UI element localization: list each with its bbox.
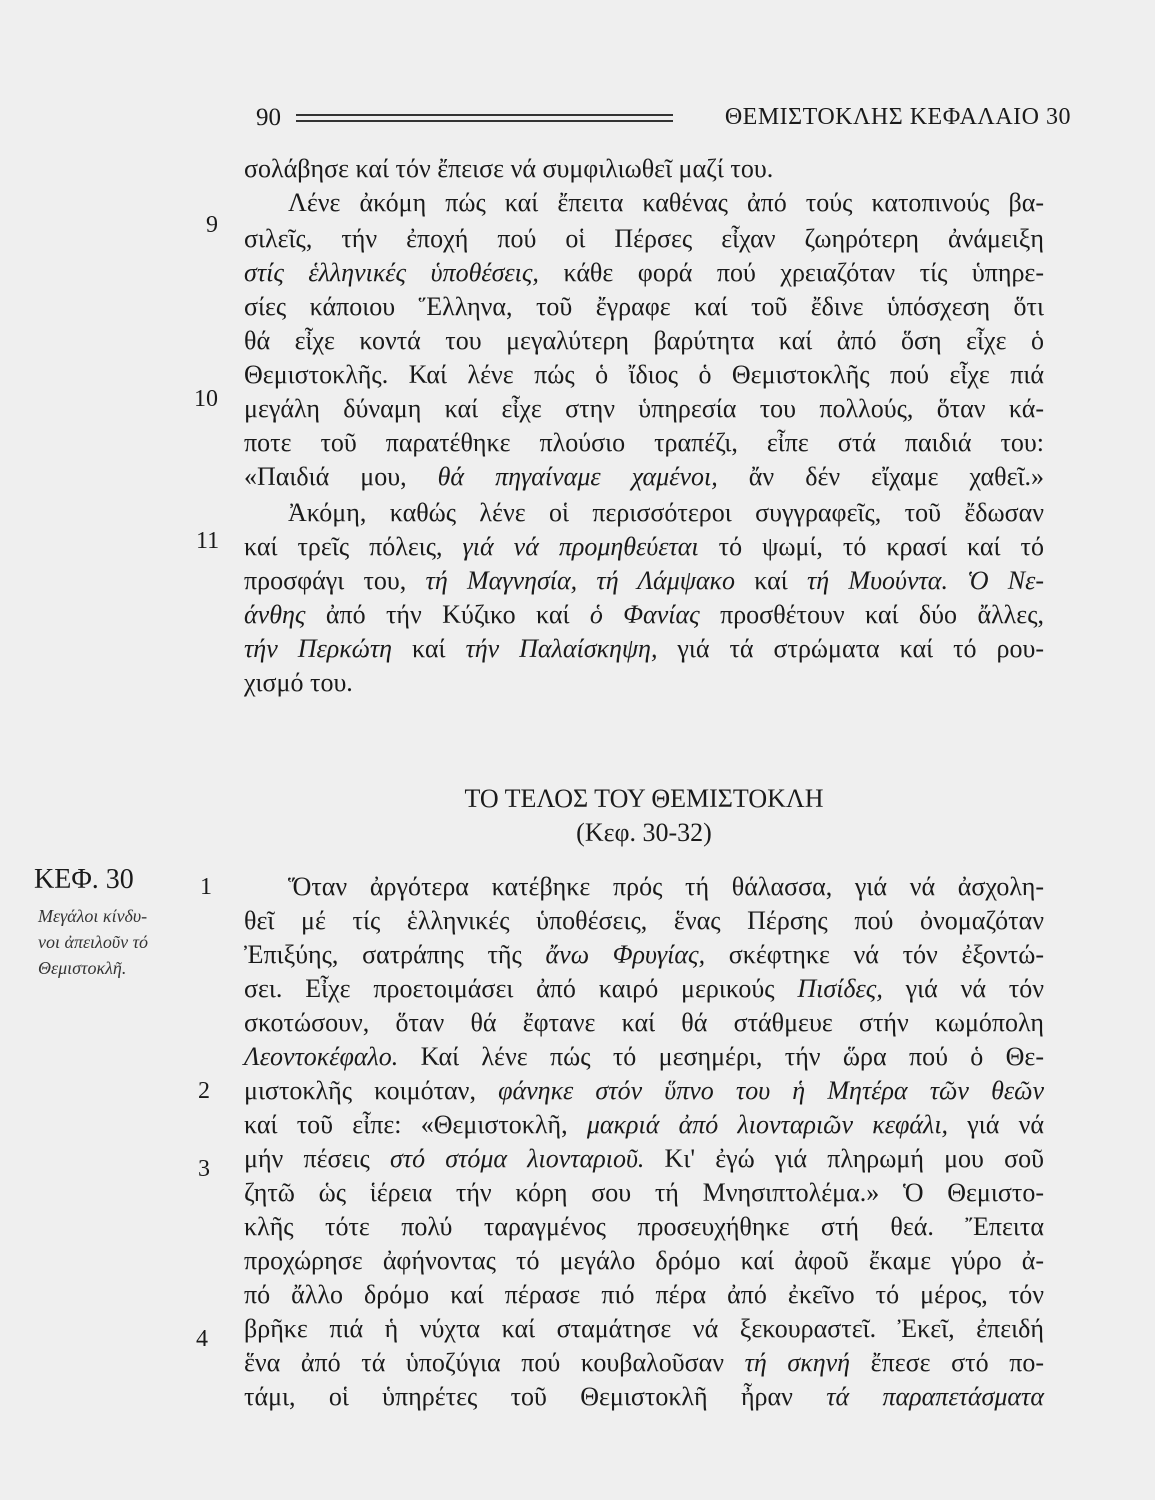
margin-number: 3 <box>198 1156 210 1182</box>
text-line: ἕνα ἀπό τά ὑποζύγια πού κουβαλοῦσαν τή σκηνή ἔπεσε στό πο- <box>244 1348 1044 1377</box>
section-subheading: (Κεφ. 30-32) <box>576 818 712 847</box>
text-line: τάμι, οἱ ὑπηρέτες τοῦ Θεμιστοκλῆ ἦραν τά παραπετάσματα <box>244 1382 1045 1411</box>
chapter-gloss-line: Μεγάλοι κίνδυ- <box>38 906 148 926</box>
text-line: Λεοντοκέφαλο. Καί λένε πώς τό μεσημέρι, τήν ὥρα πού ὁ Θε- <box>244 1042 1044 1071</box>
text-line: σει. Εἶχε προετοιμάσει ἀπό καιρό μερικούς Πισίδες, γιά νά τόν <box>244 974 1044 1003</box>
text-line: μήν πέσεις στό στόμα λιονταριοῦ. Κι' ἐγώ γιά πληρωμή μου σοῦ <box>244 1144 1044 1173</box>
text-line: σκοτώσουν, ὅταν θά ἔφτανε καί θά στάθμευε στήν κωμόπολη <box>244 1008 1044 1037</box>
text-line: Ὅταν ἀργότερα κατέβηκε πρός τή θάλασσα, γιά νά ἀσχολη- <box>288 872 1044 901</box>
text-line: καί τοῦ εἶπε: «Θεμιστοκλῆ, μακριά ἀπό λιονταριῶν κεφάλι, γιά νά <box>244 1110 1044 1139</box>
page-number: 90 <box>256 104 281 131</box>
margin-number: 2 <box>198 1078 210 1104</box>
text-line: θεῖ μέ τίς ἑλληνικές ὑποθέσεις, ἕνας Πέρσης πού ὀνομαζόταν <box>244 906 1044 935</box>
text-line: σίες κάποιου Ἕλληνα, τοῦ ἔγραφε καί τοῦ ἔδινε ὑπόσχεση ὅτι <box>244 292 1044 321</box>
text-line: μιστοκλῆς κοιμόταν, φάνηκε στόν ὕπνο του ἡ Μητέρα τῶν θεῶν <box>244 1076 1044 1105</box>
text-line: Ἐπιξύης, σατράπης τῆς ἄνω Φρυγίας, σκέφτηκε νά τόν ἐξοντώ- <box>244 940 1044 969</box>
text-line: κλῆς τότε πολύ ταραγμένος προσευχήθηκε στή θεά. Ἔπειτα <box>244 1212 1044 1241</box>
text-line: ζητῶ ὡς ἱέρεια τήν κόρη σου τή Μνησιπτολέμα.» Ὁ Θεμιστο- <box>244 1178 1044 1207</box>
text-line: «Παιδιά μου, θά πηγαίναμε χαμένοι, ἄν δέν εἴχαμε χαθεῖ.» <box>244 462 1044 491</box>
text-line: ποτε τοῦ παρατέθηκε πλούσιο τραπέζι, εἶπε στά παιδιά του: <box>244 428 1044 457</box>
running-header <box>256 104 1071 140</box>
chapter-label: ΚΕΦ. 30 <box>34 864 134 895</box>
text-line: Ἀκόμη, καθώς λένε οἱ περισσότεροι συγγραφεῖς, τοῦ ἔδωσαν <box>288 498 1044 527</box>
margin-number: 11 <box>196 528 220 554</box>
text-line: Θεμιστοκλῆς. Καί λένε πώς ὁ ἴδιος ὁ Θεμιστοκλῆς πού εἶχε πιά <box>244 360 1044 389</box>
chapter-gloss-line: Θεμιστοκλῆ. <box>38 958 127 978</box>
text-line: προσφάγι του, τή Μαγνησία, τή Λάμψακο καί τή Μυούντα. Ὁ Νε- <box>244 566 1044 595</box>
text-line: σολάβησε καί τόν ἔπεισε νά συμφιλιωθεῖ μαζί του. <box>244 154 774 183</box>
text-line: Λένε ἀκόμη πώς καί ἔπειτα καθένας ἀπό τούς κατοπινούς βα- <box>288 188 1044 217</box>
margin-number: 10 <box>194 386 218 412</box>
text-line: άνθης ἀπό τήν Κύζικο καί ὁ Φανίας προσθέτουν καί δύο ἄλλες, <box>244 600 1044 629</box>
text-line: μεγάλη δύναμη καί εἶχε στην ὑπηρεσία του πολλούς, ὅταν κά- <box>244 394 1044 423</box>
margin-number: 1 <box>200 874 212 900</box>
text-line: τήν Περκώτη καί τήν Παλαίσκηψη, γιά τά στρώματα καί τό ρου- <box>244 634 1044 663</box>
text-line: πό ἄλλο δρόμο καί πέρασε πιό πέρα ἀπό ἐκεῖνο τό μέρος, τόν <box>244 1280 1044 1309</box>
text-line: θά εἶχε κοντά του μεγαλύτερη βαρύτητα καί ἀπό ὅση εἶχε ὁ <box>244 326 1044 355</box>
margin-number: 9 <box>206 212 218 238</box>
text-line: σιλεῖς, τήν ἐποχή πού οἱ Πέρσες εἶχαν ζωηρότερη ἀνάμειξη <box>244 224 1044 253</box>
header-rule <box>296 114 673 122</box>
chapter-gloss-line: νοι ἀπειλοῦν τό <box>38 932 149 952</box>
text-line: χισμό του. <box>244 668 353 697</box>
text-line: καί τρεῖς πόλεις, γιά νά προμηθεύεται τό ψωμί, τό κρασί καί τό <box>244 532 1044 561</box>
running-title: ΘΕΜΙΣΤΟΚΛΗΣ ΚΕΦΑΛΑΙΟ 30 <box>724 104 1071 130</box>
margin-number: 4 <box>196 1326 208 1352</box>
section-heading: ΤΟ ΤΕΛΟΣ ΤΟΥ ΘΕΜΙΣΤΟΚΛΗ <box>464 784 824 813</box>
text-line: βρῆκε πιά ἡ νύχτα καί σταμάτησε νά ξεκουραστεῖ. Ἐκεῖ, ἐπειδή <box>244 1314 1044 1343</box>
text-line: στίς ἑλληνικές ὑποθέσεις, κάθε φορά πού χρειαζόταν τίς ὑπηρε- <box>244 258 1045 287</box>
text-line: προχώρησε ἀφήνοντας τό μεγάλο δρόμο καί ἀφοῦ ἔκαμε γύρο ἀ- <box>244 1246 1044 1275</box>
